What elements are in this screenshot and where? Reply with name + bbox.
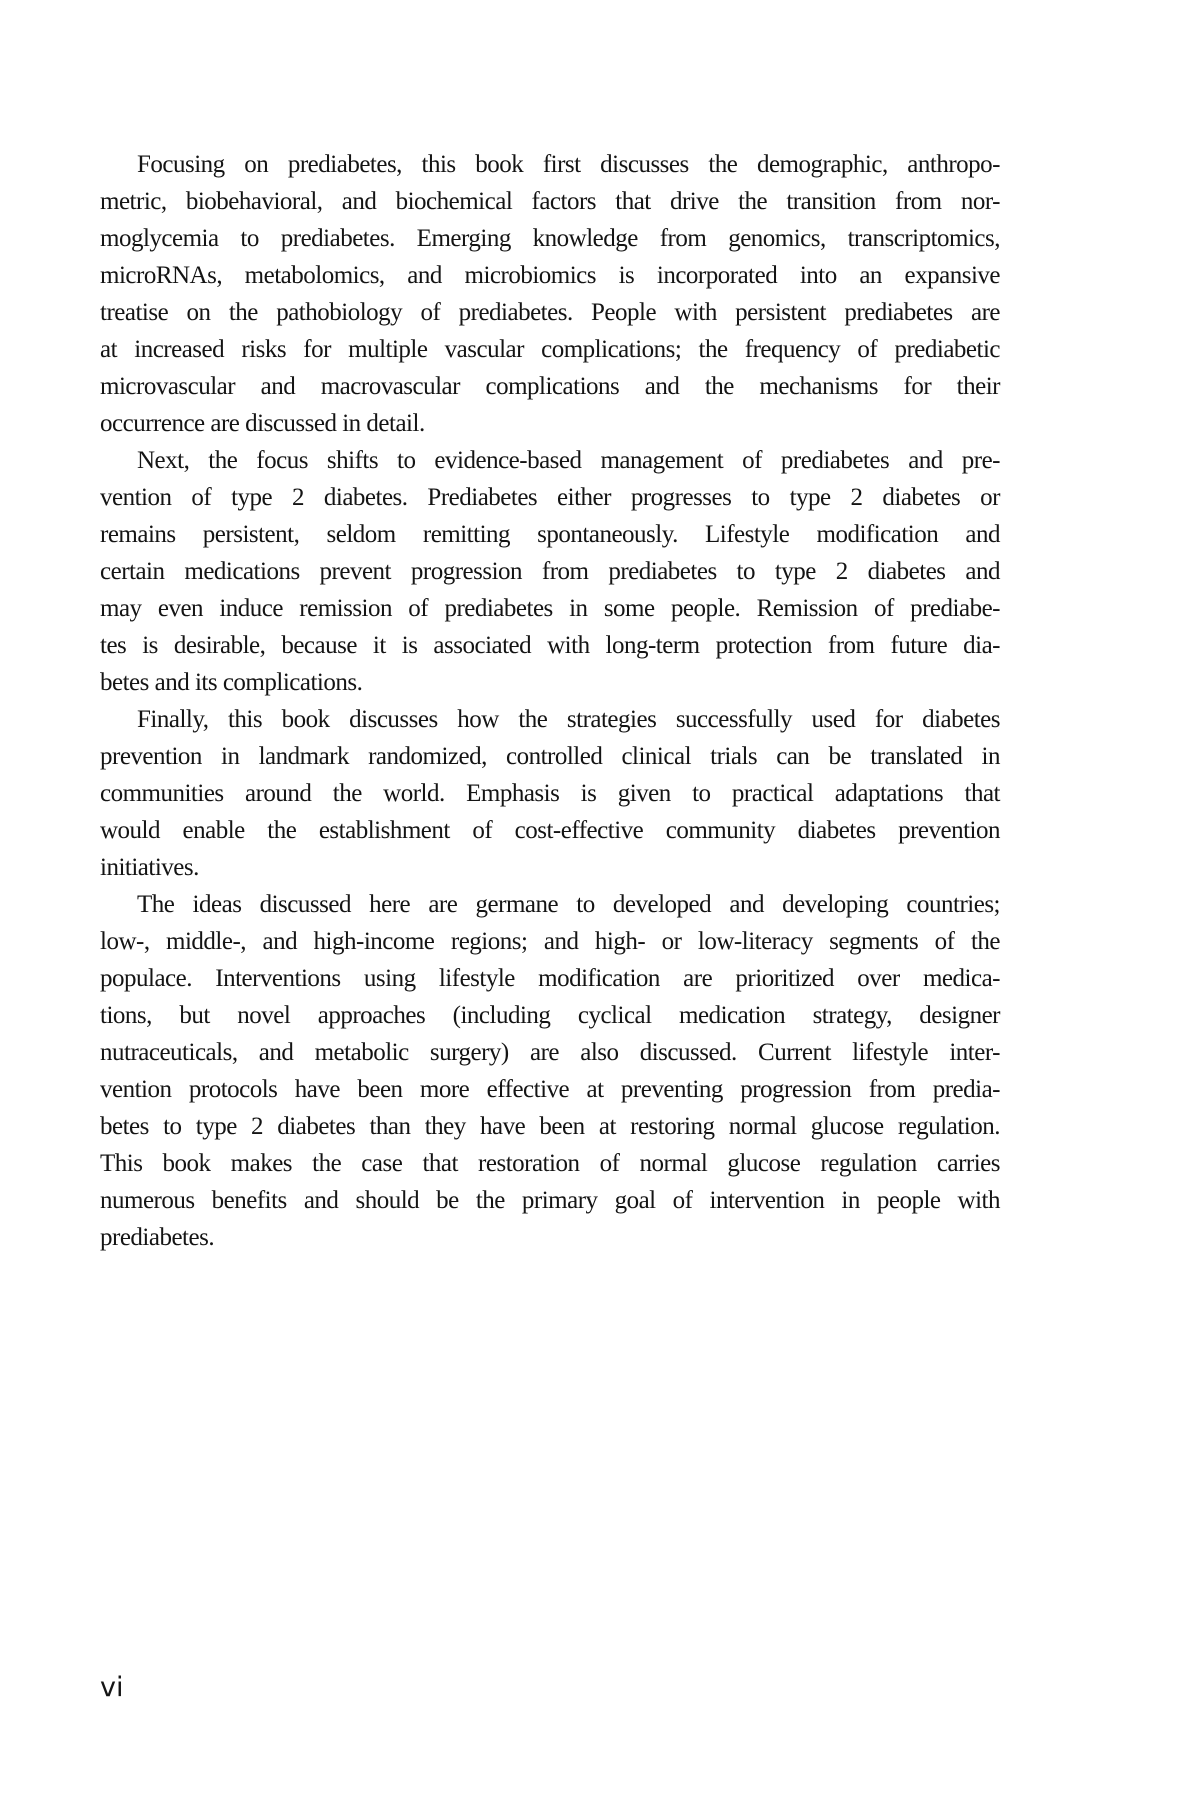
paragraph <box>100 442 1000 701</box>
text-line: initiatives. <box>100 854 199 881</box>
text-line: Next, the focus shifts to evidence-based management of prediabetes and pre- <box>137 447 1000 474</box>
text-line: certain medications prevent progression from prediabetes to type 2 diabetes and <box>100 558 1000 585</box>
text-line: microvascular and macrovascular complications and the mechanisms for their <box>100 373 1000 400</box>
text-line: vention of type 2 diabetes. Prediabetes either progresses to type 2 diabetes or <box>100 484 1000 511</box>
text-line: at increased risks for multiple vascular complications; the frequency of prediabetic <box>100 336 1000 363</box>
text-line: prediabetes. <box>100 1224 215 1251</box>
text-line: communities around the world. Emphasis is given to practical adaptations that <box>100 780 1000 807</box>
text-line: low-, middle-, and high-income regions; and high- or low-literacy segments of the <box>100 928 1000 955</box>
text-line: This book makes the case that restoration of normal glucose regulation carries <box>100 1150 1000 1177</box>
page-number: vi <box>100 1672 124 1703</box>
text-line: remains persistent, seldom remitting spontaneously. Lifestyle modification and <box>100 521 1000 548</box>
text-line: metric, biobehavioral, and biochemical factors that drive the transition from nor- <box>100 188 1000 215</box>
text-line: may even induce remission of prediabetes in some people. Remission of prediabe- <box>100 595 1000 622</box>
paragraph <box>100 886 1000 1256</box>
text-line: tions, but novel approaches (including cyclical medication strategy, designer <box>100 1002 1000 1029</box>
paragraph <box>100 146 1000 442</box>
text-line: tes is desirable, because it is associated with long-term protection from future dia- <box>100 632 1000 659</box>
text-line: Finally, this book discusses how the strategies successfully used for diabetes <box>137 706 1000 733</box>
text-line: occurrence are discussed in detail. <box>100 410 425 437</box>
text-line: nutraceuticals, and metabolic surgery) are also discussed. Current lifestyle inter- <box>100 1039 1000 1066</box>
text-line: microRNAs, metabolomics, and microbiomics is incorporated into an expansive <box>100 262 1000 289</box>
text-line: The ideas discussed here are germane to developed and developing countries; <box>137 891 1000 918</box>
text-line: populace. Interventions using lifestyle modification are prioritized over medica- <box>100 965 1000 992</box>
text-line: numerous benefits and should be the primary goal of intervention in people with <box>100 1187 1000 1214</box>
text-line: moglycemia to prediabetes. Emerging knowledge from genomics, transcriptomics, <box>100 225 1000 252</box>
text-block <box>100 146 1000 1256</box>
text-line: Focusing on prediabetes, this book first discusses the demographic, anthropo- <box>137 151 1000 178</box>
text-line: prevention in landmark randomized, controlled clinical trials can be translated in <box>100 743 1000 770</box>
text-line: betes to type 2 diabetes than they have been at restoring normal glucose regulation. <box>100 1113 1000 1140</box>
text-line: vention protocols have been more effective at preventing progression from predia- <box>100 1076 1000 1103</box>
text-line: betes and its complications. <box>100 669 363 696</box>
paragraph <box>100 701 1000 886</box>
text-line: treatise on the pathobiology of prediabetes. People with persistent prediabetes are <box>100 299 1000 326</box>
text-line: would enable the establishment of cost-effective community diabetes prevention <box>100 817 1000 844</box>
